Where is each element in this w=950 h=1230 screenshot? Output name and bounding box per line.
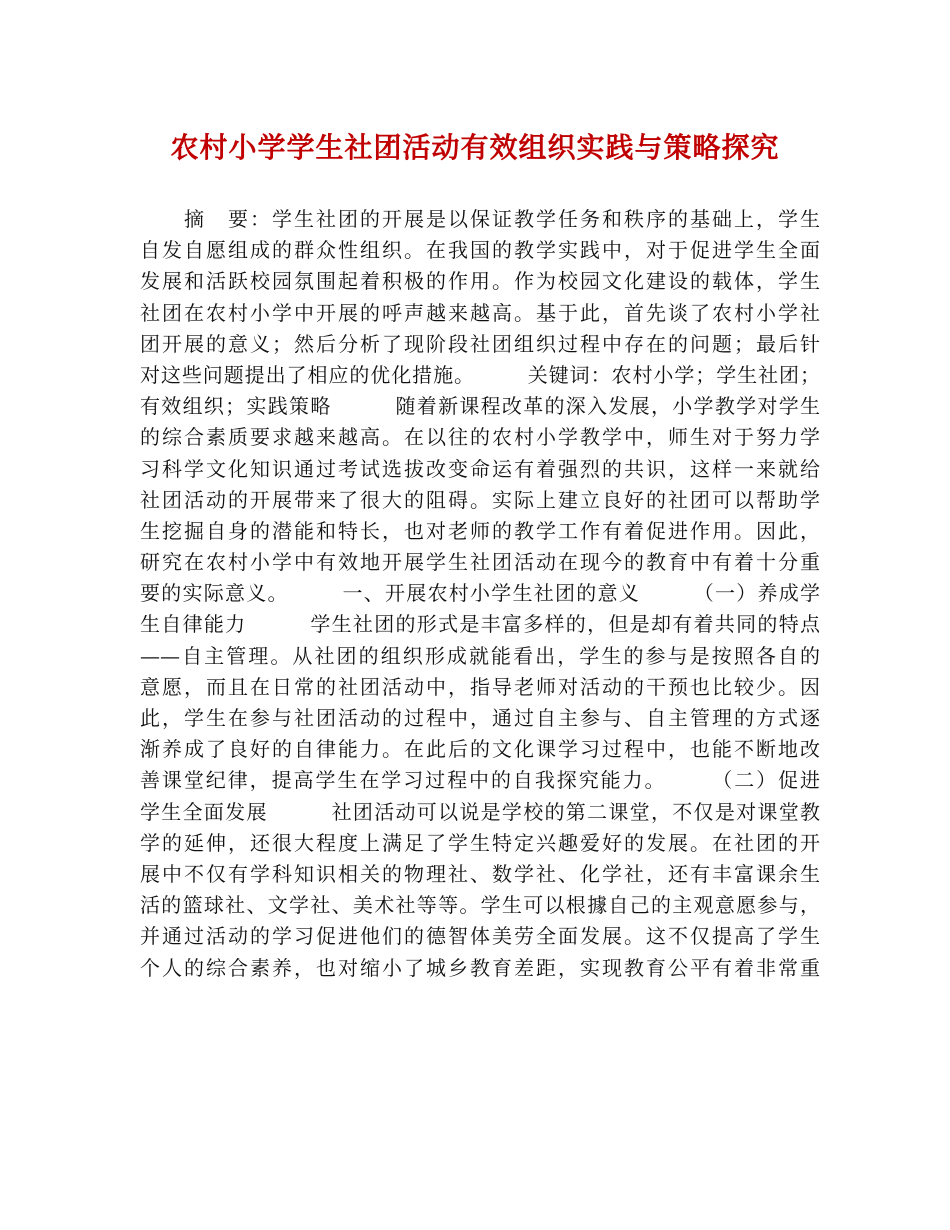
body-line: 学的延伸，还很大程度上满足了学生特定兴趣爱好的发展。在社团的开 (140, 830, 820, 855)
body-line: 要的实际意义。 一、开展农村小学生社团的意义 （一）养成学 (140, 581, 820, 606)
body-line: 摘 要：学生社团的开展是以保证教学任务和秩序的基础上，学生 (140, 207, 820, 231)
body-line: 此，学生在参与社团活动的过程中，通过自主参与、自主管理的方式逐 (140, 706, 820, 730)
body-line: 对这些问题提出了相应的优化措施。 关键词：农村小学；学生社团； (140, 362, 820, 387)
body-line: 习科学文化知识通过考试选拔改变命运有着强烈的共识，这样一来就给 (140, 456, 820, 481)
body-line: 善课堂纪律，提高学生在学习过程中的自我探究能力。 （二）促进 (140, 768, 820, 793)
body-line: 研究在农村小学中有效地开展学生社团活动在现今的教育中有着十分重 (140, 550, 820, 575)
body-line: 社团活动的开展带来了很大的阻碍。实际上建立良好的社团可以帮助学 (140, 487, 820, 512)
body-line: ——自主管理。从社团的组织形成就能看出，学生的参与是按照各自的 (140, 643, 820, 668)
body-line: 发展和活跃校园氛围起着积极的作用。作为校园文化建设的载体，学生 (140, 269, 820, 294)
body-line: 活的篮球社、文学社、美术社等等。学生可以根據自己的主观意愿参与， (140, 893, 820, 918)
body-line: 生挖掘自身的潜能和特长，也对老师的教学工作有着促进作用。因此， (140, 518, 820, 543)
body-line: 个人的综合素养，也对缩小了城乡教育差距，实现教育公平有着非常重 (140, 955, 820, 980)
document-body (140, 204, 820, 984)
body-line: 自发自愿组成的群众性组织。在我国的教学实践中，对于促进学生全面 (140, 238, 820, 263)
body-line: 团开展的意义；然后分析了现阶段社团组织过程中存在的问题；最后针 (140, 331, 820, 356)
body-line: 渐养成了良好的自律能力。在此后的文化课学习过程中，也能不断地改 (140, 737, 820, 762)
body-line: 有效组织；实践策略 随着新课程改革的深入发展，小学教学对学生 (140, 394, 820, 419)
body-line: 展中不仅有学科知识相关的物理社、数学社、化学社，还有丰富课余生 (140, 861, 820, 886)
document-title: 农村小学学生社团活动有效组织实践与策略探究 (170, 131, 780, 164)
body-line: 社团在农村小学中开展的呼声越来越高。基于此，首先谈了农村小学社 (140, 300, 820, 325)
body-line: 意愿，而且在日常的社团活动中，指导老师对活动的干预也比较少。因 (140, 674, 820, 699)
body-line: 生自律能力 学生社团的形式是丰富多样的，但是却有着共同的特点 (140, 612, 820, 637)
body-line: 学生全面发展 社团活动可以说是学校的第二课堂，不仅是对课堂教 (140, 799, 820, 824)
body-line: 的综合素质要求越来越高。在以往的农村小学教学中，师生对于努力学 (140, 425, 820, 450)
body-line: 并通过活动的学习促进他们的德智体美劳全面发展。这不仅提高了学生 (140, 924, 820, 949)
